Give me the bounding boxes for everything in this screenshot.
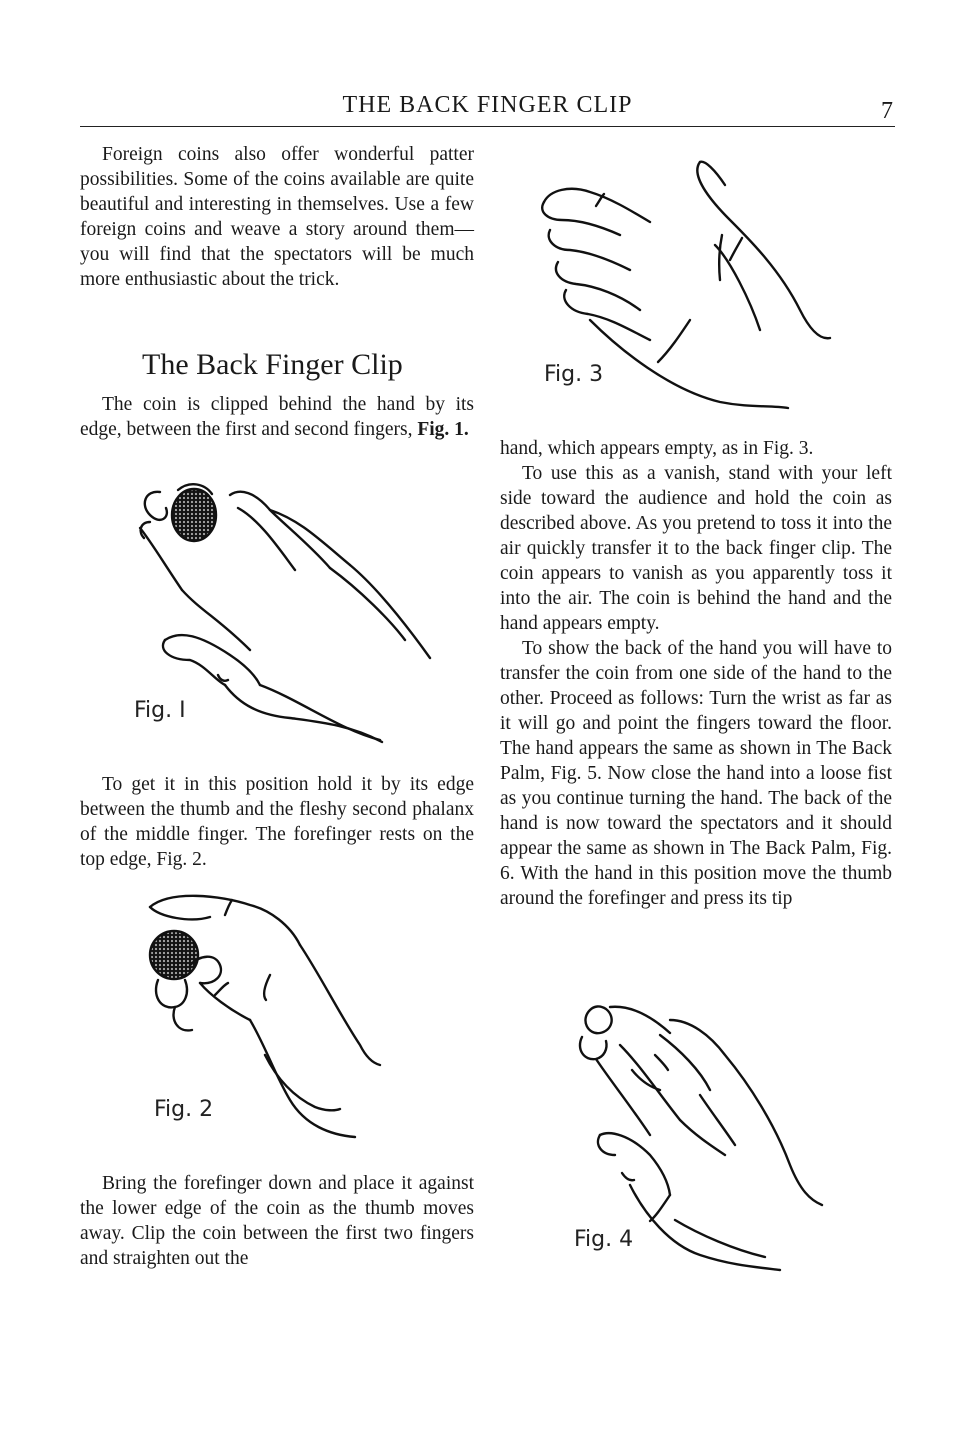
fig2-label: Fig. 2 [154, 1097, 214, 1122]
left-column-fig2-intro [80, 772, 474, 872]
running-title: THE BACK FINGER CLIP [342, 92, 633, 118]
page-header [80, 92, 895, 127]
paragraph-clip-text: The coin is clipped behind the hand by its edge, between the first and second fingers, [80, 394, 474, 440]
left-column-intro [80, 142, 474, 292]
figure-3 [530, 150, 850, 420]
page-number: 7 [881, 98, 893, 124]
figure-1 [120, 470, 450, 760]
fig1-reference: Fig. 1. [417, 419, 469, 440]
figure-4 [560, 995, 840, 1280]
coin-icon [172, 489, 216, 541]
paragraph-foreign-coins: Foreign coins also offer wonderful patter possibilities. Some of the coins available are quite beautiful and interesting in themselves. Use a few foreign coins and weave a story around them—you will find that the spectators will be much more enthusiastic about the trick. [80, 144, 474, 290]
paragraph-show-back: To show the back of the hand you will have to transfer the coin from one side of the hand to the other. Proceed as follows: Turn the wrist as far as it will go and point the fingers toward the floor. The hand appears the same as shown in The Back Palm, Fig. 5. Now close the hand into a loose fist as you continue turning the hand. The back of the hand is now toward the spectators and it should appear the same as shown in The Back Palm, Fig. 6. With the hand in this position move the thumb around the forefinger and press its tip [500, 638, 892, 909]
section-title: The Back Finger Clip [142, 348, 403, 381]
paragraph-hand-empty: hand, which appears empty, as in Fig. 3. [500, 438, 814, 459]
figure-2 [140, 885, 400, 1150]
fig4-label: Fig. 4 [574, 1227, 634, 1252]
paragraph-bring-forefinger: Bring the forefinger down and place it against the lower edge of the coin as the thumb moves away. Clip the coin between the first two fingers and straighten out the [80, 1173, 474, 1269]
fig1-label: Fig. I [134, 698, 186, 723]
right-column-text [500, 436, 892, 911]
paragraph-grip-position: To get it in this position hold it by its edge between the thumb and the fleshy second phalanx of the middle finger. The forefinger rests on the top edge, Fig. 2. [80, 774, 474, 870]
fig3-label: Fig. 3 [544, 362, 604, 387]
paragraph-clip-description [80, 392, 474, 442]
paragraph-vanish: To use this as a vanish, stand with your left side toward the audience and hold the coin as described above. As you pretend to toss it into the air quickly transfer it to the back finger clip. The coin appears to vanish as you apparently toss it into the air. The coin is behind the hand and the hand appears empty. [500, 463, 892, 634]
coin-icon [150, 931, 198, 979]
left-column-clip-intro [80, 392, 474, 442]
left-column-bottom [80, 1171, 474, 1271]
